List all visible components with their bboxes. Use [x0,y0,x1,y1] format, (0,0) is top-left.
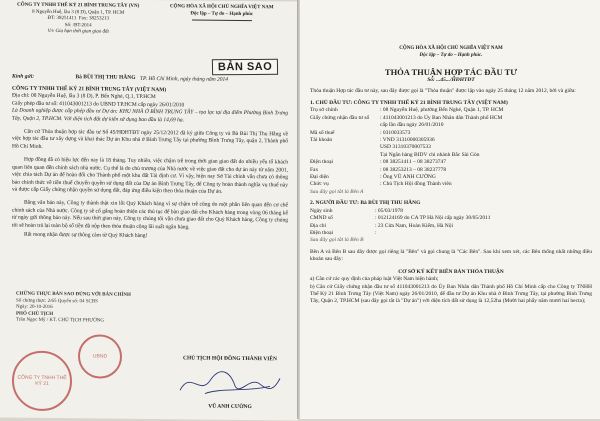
company-header-phone: ĐT: 38251411 [47,15,77,22]
detail-label: Fax [310,166,319,173]
agreement-intro: Thỏa thuận Hợp tác đầu tư này, sau đây được gọi là "Thỏa thuận" được lập vào ngày 25 tháng 12 năm 2012, bởi và giữa: [310,88,576,95]
divider [192,19,252,20]
party1-note: Sau đây gọi tắt là Bên A [310,188,364,195]
detail-value: USD 31310370007533 [380,144,431,151]
detail-label: Điện thoại [310,159,334,166]
paragraph-2: Hợp đồng đã có hiệu lực đến nay là 18 tháng. Tuy nhiên, việc chậm trễ trong thời gian giao đất do nhiều yếu tố khách quan liên quan đến chính sách nhà nước. Cụ thể là do chủ trương của Nhà nước về việc giao đất cho dự án này từ năm 2001, việc chia tách Dự án để hoàn đổi cho Thành phố một khu đất Tái định cư. Vì vậy, hiện nay Sở Tài chính vẫn chưa có thông báo chính thức về tiền thuế chuyển quyền sử dụng đất của Dự án Bình Trưng Tây, để Công ty hoàn thành nghĩa vụ thuế này và được cấp Giấy chứng nhận quyền sử dụng đất, đáp ứng điều kiện theo thỏa thuận của Dự án. [12,156,288,195]
detail-label: Địa chỉ [310,222,327,229]
detail-label [310,152,380,159]
copy-certification-stamp [16,292,166,326]
copy-stamp-signer: Trần Ngọc Mỹ / KT. CHỦ TỊCH PHƯỜNG [16,317,104,324]
copy-stamp-date: Ngày: 20-10-2016 [16,304,53,310]
detail-row [310,223,592,230]
ref-note: V/v Gia hạn thời gian giao đất [47,28,109,35]
party2-note: Sau đây gọi tắt là Bên B [310,237,364,244]
detail-value: : [375,230,377,237]
agreement-number: Số: ...45.../HĐHTĐT [427,77,475,83]
detail-label: Ngày sinh [310,207,333,214]
ref-number: Số: /BT-2014 [64,22,92,28]
notary-seal [78,334,122,378]
company-header-name: CÔNG TY TNHH THẾ KỶ 21 BÌNH TRUNG TÂY (VN) [17,2,140,9]
company-seal-text: CÔNG TY TNHH THẾ KỶ 21 [17,374,67,387]
notary-seal-text: UBND [92,353,108,360]
right-nation-title: CỘNG HÒA XÃ HỘI CHỦ NGHĨA VIỆT NAM [399,46,503,51]
detail-row [310,215,592,222]
detail-row [310,122,592,129]
detail-label: Trụ sở chính [310,107,338,114]
party1-details [310,107,592,189]
detail-value: Tại Ngân hàng BIDV chi nhánh Bắc Sài Gòn [380,151,480,158]
agreement-title: THỎA THUẬN HỢP TÁC ĐẦU TƯ [384,67,518,77]
detail-row [310,159,592,166]
copy-stamp-role: PHÓ CHỦ TỊCH [16,311,54,317]
copy-stamp-number: Số chứng thực: 2/65 Quyển số: 04 SCBS [16,298,98,304]
agreement-text: Bên A và Bên B sau đây được gọi riêng là "Bên" và gọi chung là "Các Bên". Sau khi xem xét, các Bên thống nhất những điều khoản sau đây: [310,248,592,263]
detail-value: : 08 Nguyễn Huệ, phường Bến Nghé, Quận 1, TP. HCM [380,107,504,114]
detail-value: cấp lần đầu ngày 26/01/2010 [380,122,444,129]
detail-row [310,107,592,114]
detail-value: : Ông VŨ ANH CƯỜNG [380,174,436,181]
copy-stamp-title: CHỨNG THỰC BẢN SAO ĐÚNG VỚI BẢN CHÍNH [16,291,131,298]
company-name: CÔNG TY TNHH THẾ KỶ 21 BÌNH TRUNG TÂY (VIỆT NAM) [12,85,167,94]
company-header-address: 8 Nguyễn Huệ, lầu 3 (8 D), Quận 1, TP. HCM [32,9,125,16]
detail-label: Tài khoản [310,136,333,143]
detail-row [310,137,592,144]
basis-heading: CƠ SỞ KÝ KẾT BIÊN BẢN THỎA THUẬN [398,268,504,275]
detail-value: : 23 Cửa Nam, Hoàn Kiếm, Hà Nội [375,222,453,229]
detail-label [310,144,380,151]
closing-line: Rất mong nhận được sự thông cảm từ Quý Khách hàng! [24,231,148,240]
detail-value: : 411043001213 do Ủy Ban Nhân dân Thành phố HCM [380,114,503,121]
signature-icon [175,365,285,401]
detail-row [310,144,592,151]
detail-label: Điện thoại [310,230,334,237]
right-nation-header [310,46,592,59]
detail-value: : 05/03/1978 [375,207,403,214]
detail-value: : 0310033573 [380,129,411,136]
detail-value: : 08 38251411 – 08 38273747 [380,159,446,166]
nation-title: CỘNG HÒA XÃ HỘI CHỦ NGHĨA VIỆT NAM [169,4,274,11]
detail-label: Mã số thuế [310,129,335,136]
detail-label: Đại diện [310,174,329,181]
company-address: Địa chỉ: 08 Nguyễn Huệ, lầu 3 (8 D), P. Bến Nghé, Q.1, TP.HCM [12,92,156,101]
detail-row [310,152,592,159]
sign-title: CHỦ TỊCH HỘI ĐỒNG THÀNH VIÊN [183,355,277,363]
party2-details [310,208,592,238]
detail-row [310,167,592,174]
company-desc: Là Doanh nghiệp được cấp phép đầu tư Dự án: KHU NHÀ Ở BÌNH TRUNG TÂY – tọa lạc tại địa điểm Phường Bình Trưng Tây, Quận 2, TP.HCM. Với diện tích đất dự kiến sử dụng ban đầu là 14,69 ha. [12,107,288,123]
signer-name: VŨ ANH CƯỜNG [208,403,252,411]
detail-row [310,130,592,137]
detail-value: : VND 31310000305936 [380,136,435,143]
right-nation-motto: Độc lập – Tự do – Hạnh phúc. [419,52,483,58]
detail-row [310,181,592,188]
date-line: TP. Hồ Chí Minh, ngày tháng năm 2014 [140,75,229,83]
basis-b: b) Căn cứ Giấy chứng nhận đầu tư số 411043001213 do Ủy Ban Nhân dân Thành phố Hồ Chí Minh cấp cho Công ty TNHH Thế Kỷ 21 Bình Trưng Tây (Việt Nam) ngày 26/01/2010, để đầu tư Dự án Khu nhà ở Bình Trưng Tây, tại phường Bình Trưng Tây, Quận 2, TP.HCM (sau đây gọi tắt là "Dự án") với diện tích đất sử dụng là 12,52ha (Mười hai phẩy năm mươi hai hecta); [310,283,592,305]
detail-label: Chức vụ [310,181,329,188]
detail-label: CMND số [310,215,333,222]
company-seal [12,351,72,412]
letter-page [0,0,298,421]
company-header-fax: Fax: 38253213 [78,16,109,22]
letter-header [12,3,288,38]
agreement-page [300,0,600,419]
detail-value: : Chủ Tịch Hội đồng Thành viên [380,181,452,188]
paragraph-3: Bằng văn bản này, Công ty thành thật xin lỗi Quý Khách hàng vì sự chậm trễ cũng do một phần liên quan đến cơ chế chính sách của Nhà nước. Công ty sẽ cố gắng hoàn thiện các thủ tục để bàn giao đất cho Khách hàng trong vòng 06 tháng kể từ ngày gửi thông báo này. Nếu sau thời gian này, Công ty chúng tôi vẫn chưa giao đất cho Quý Khách hàng, Công ty chúng tôi sẽ hoàn trả lại toàn bộ số tiền đã nộp theo thỏa thuận cộng lãi suất ngân hàng. [12,200,288,231]
kinh-gui-label: Kính gửi: [12,73,35,80]
detail-value: : 012124169 do CA TP Hà Nội cấp ngày 30/05/2011 [375,215,491,222]
nation-motto: Độc lập – Tự do – Hạnh phúc [190,10,254,17]
detail-label: Giấy chứng nhận đầu tư số [310,114,370,121]
party2-heading: 2. NGƯỜI ĐẦU TƯ: Bà BÙI THỊ THU HẰNG [310,200,421,207]
company-license: Giấy phép đầu tư số: 411043001213 do UBND TP.HCM cấp ngày 26/01/2010 [12,100,185,109]
party1-heading: 1. CHỦ ĐẦU TƯ: CÔNG TY TNHH THẾ KỶ 21 BÌNH TRUNG TÂY (VIỆT NAM) [310,99,508,106]
basis-a: a) Căn cứ các quy định của pháp luật Việt Nam hiện hành; [310,276,439,283]
detail-value: : 08 38253213 – 08 38237778 [380,166,447,173]
ban-sao-stamp: BẢN SAO [212,59,279,75]
paragraph-1: Căn cứ Thỏa thuận hợp tác đầu tư Số 45/HĐHTĐT ngày 25/12/2012 đã ký giữa Công ty và Bà Bùi Thị Thu Hằng về việc hợp tác đầu tư xây dựng và khai thác Dự án Khu nhà ở Bình Trưng Tây tại phường Bình Trưng Tây, quận 2, Thành phố Hồ Chí Minh. [12,128,288,150]
recipient-name: Bà BÙI THỊ THU HẰNG [75,73,136,81]
detail-label [310,122,380,129]
nation-header [156,4,288,38]
company-header [12,3,144,37]
detail-row [310,115,592,122]
